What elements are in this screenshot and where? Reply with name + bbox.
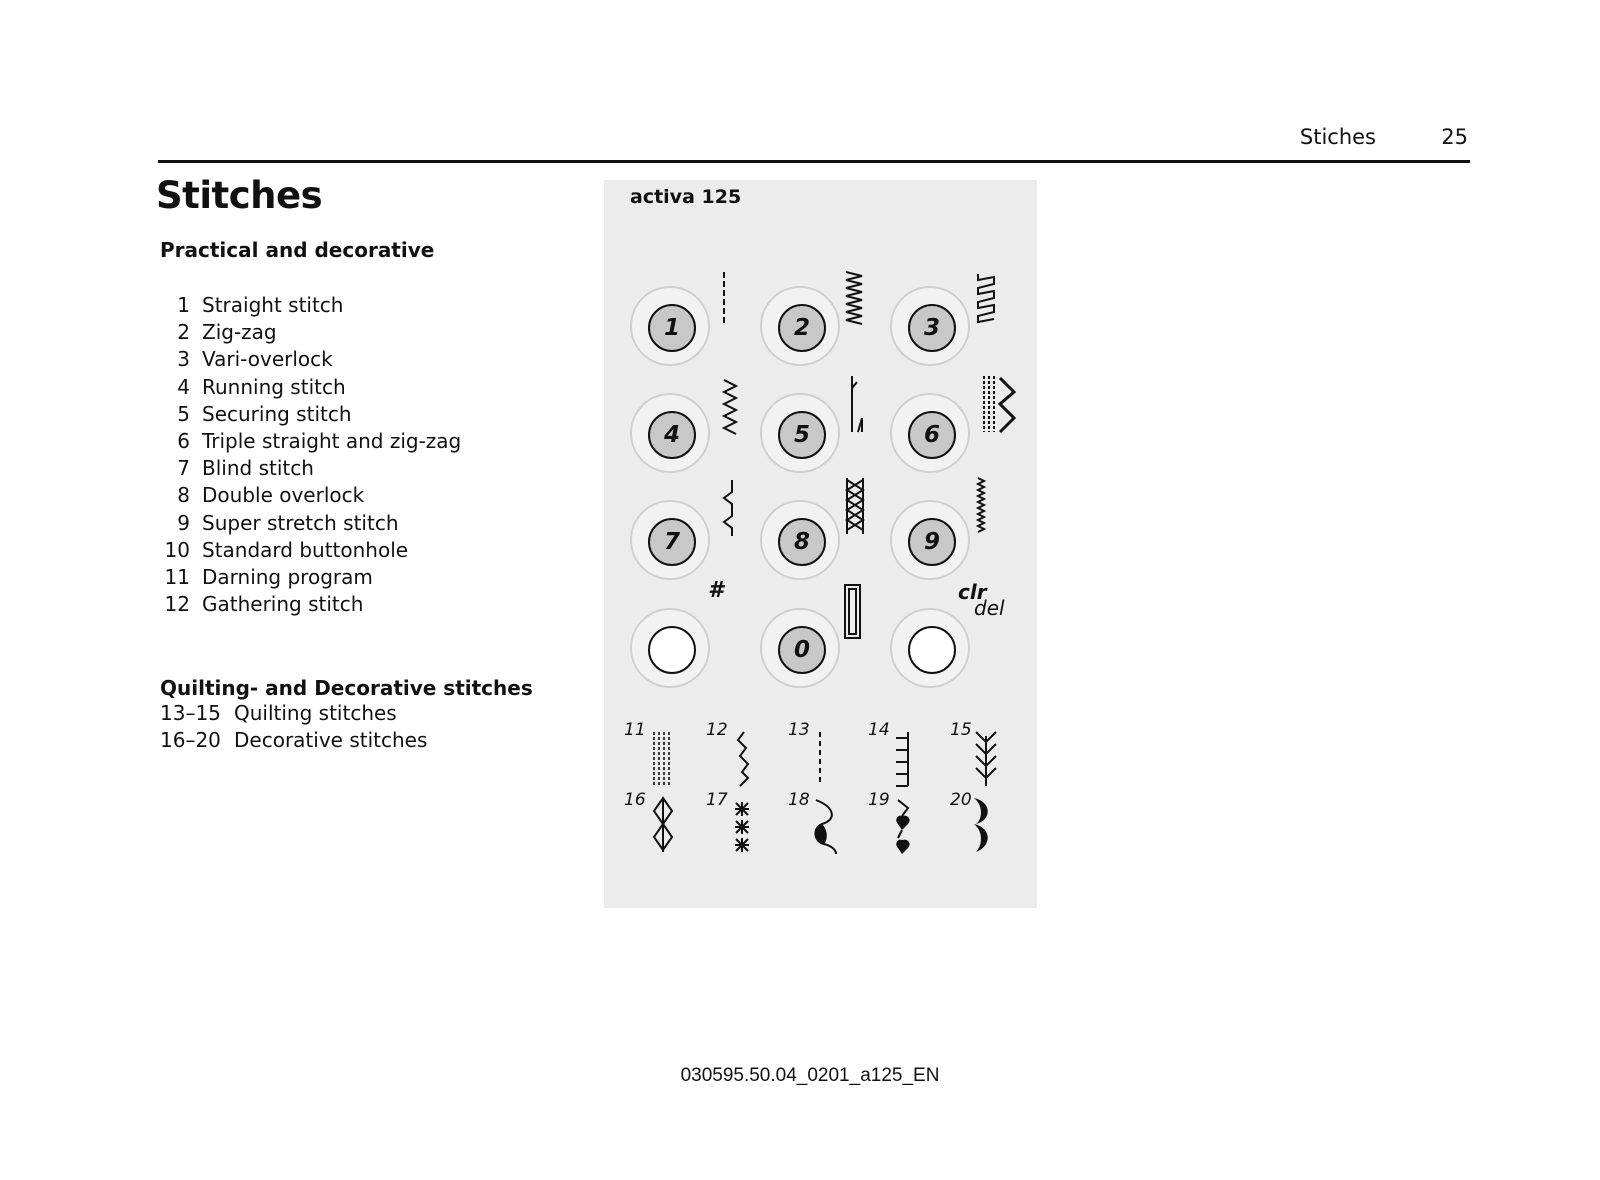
buttonhole-icon xyxy=(844,584,862,640)
stitch-button-4[interactable] xyxy=(630,393,710,473)
button-label: 5 xyxy=(778,411,826,459)
list-item xyxy=(160,537,461,564)
decorative-star-icon xyxy=(732,800,752,854)
list-item xyxy=(160,455,461,482)
gathering-stitch-icon xyxy=(734,732,754,788)
stitch-number-12: 12 xyxy=(706,720,728,740)
document-code: 030595.50.04_0201_a125_EN xyxy=(680,1065,940,1086)
stitch-number-14: 14 xyxy=(868,720,890,740)
quilting-straight-icon xyxy=(816,732,826,788)
list-item-label: Quilting stitches xyxy=(234,701,397,725)
del-label: del xyxy=(974,596,1005,620)
list-item-range: 16–20 xyxy=(160,728,221,753)
page-title: Stitches xyxy=(156,174,323,217)
button-label: 2 xyxy=(778,304,826,352)
stitch-button-8[interactable] xyxy=(760,500,840,580)
list-item xyxy=(160,727,427,754)
darning-stitch-icon xyxy=(652,732,674,788)
hash-label: # xyxy=(708,578,724,603)
stitch-button-6[interactable] xyxy=(890,393,970,473)
quilting-stitch-list xyxy=(160,700,427,754)
list-item-label: Zig-zag xyxy=(202,320,277,345)
header-section-title: Stiches xyxy=(1299,125,1376,149)
list-item-range: 13–15 xyxy=(160,701,221,725)
stitch-button-1[interactable] xyxy=(630,286,710,366)
clr-label: clr xyxy=(958,580,987,604)
stitch-number-11: 11 xyxy=(624,720,646,740)
list-item-number: 11 xyxy=(164,564,190,589)
list-item-label: Vari-overlock xyxy=(202,347,333,372)
quilting-feather-icon xyxy=(974,730,998,788)
list-item-label: Double overlock xyxy=(202,483,365,508)
list-item xyxy=(160,401,461,428)
button-label: 6 xyxy=(908,411,956,459)
list-item xyxy=(160,319,461,346)
list-item-label: Standard buttonhole xyxy=(202,537,409,562)
stitch-button-2[interactable] xyxy=(760,286,840,366)
running-stitch-icon xyxy=(720,378,742,438)
decorative-heart-icon xyxy=(892,798,914,854)
button-label: 3 xyxy=(908,304,956,352)
vari-overlock-icon xyxy=(976,272,998,326)
stitch-number-18: 18 xyxy=(788,790,810,810)
super-stretch-icon xyxy=(974,478,988,536)
stitch-number-16: 16 xyxy=(624,790,646,810)
list-item-label: Decorative stitches xyxy=(234,728,428,753)
quilting-heading: Quilting- and Decorative stitches xyxy=(160,676,533,700)
list-item xyxy=(160,482,461,509)
list-item-number: 6 xyxy=(177,428,190,453)
list-item xyxy=(160,591,461,618)
stitch-button-9[interactable] xyxy=(890,500,970,580)
list-item xyxy=(160,346,461,373)
list-item xyxy=(160,292,461,319)
stitch-number-20: 20 xyxy=(950,790,972,810)
list-item xyxy=(160,374,461,401)
button-label: 8 xyxy=(778,518,826,566)
running-header xyxy=(158,118,1470,163)
list-item xyxy=(160,428,461,455)
clr-del-button[interactable] xyxy=(890,608,970,688)
list-item-number: 9 xyxy=(177,510,190,535)
button-label xyxy=(648,626,696,674)
button-label xyxy=(908,626,956,674)
straight-stitch-icon xyxy=(720,272,730,328)
decorative-scallop-icon xyxy=(970,796,996,854)
securing-stitch-icon xyxy=(848,376,864,434)
list-item-number: 2 xyxy=(177,320,190,345)
list-item-number: 12 xyxy=(164,592,190,617)
stitch-button-3[interactable] xyxy=(890,286,970,366)
practical-stitch-list xyxy=(160,292,461,618)
stitch-number-13: 13 xyxy=(788,720,810,740)
stitch-number-19: 19 xyxy=(868,790,890,810)
list-item-number: 10 xyxy=(164,537,190,562)
list-item-label: Gathering stitch xyxy=(202,592,364,617)
stitch-number-17: 17 xyxy=(706,790,728,810)
list-item-label: Running stitch xyxy=(202,374,346,399)
list-item-number: 3 xyxy=(177,347,190,372)
list-item xyxy=(160,510,461,537)
stitch-panel xyxy=(604,180,1037,908)
list-item-number: 5 xyxy=(177,401,190,426)
list-item-label: Blind stitch xyxy=(202,456,314,481)
list-item-number: 8 xyxy=(177,483,190,508)
decorative-diamond-icon xyxy=(652,798,674,854)
stitch-number-15: 15 xyxy=(950,720,972,740)
triple-straight-zigzag-icon xyxy=(982,376,1018,436)
button-label: 7 xyxy=(648,518,696,566)
practical-heading: Practical and decorative xyxy=(160,238,435,262)
button-label: 9 xyxy=(908,518,956,566)
list-item-label: Triple straight and zig-zag xyxy=(202,428,462,453)
double-overlock-icon xyxy=(844,478,868,536)
panel-model-name: activa 125 xyxy=(630,186,742,208)
list-item-label: Straight stitch xyxy=(202,293,344,317)
zigzag-stitch-icon xyxy=(844,272,866,326)
decorative-wave-icon xyxy=(812,798,838,854)
stitch-button-7[interactable] xyxy=(630,500,710,580)
list-item-number: 4 xyxy=(177,374,190,399)
list-item-label: Securing stitch xyxy=(202,401,352,426)
list-item-number: 1 xyxy=(177,293,190,317)
blind-stitch-icon xyxy=(720,480,742,536)
list-item xyxy=(160,564,461,591)
quilting-comb-icon xyxy=(894,732,916,788)
hash-button[interactable] xyxy=(630,608,710,688)
button-label: 0 xyxy=(778,626,826,674)
stitch-button-0[interactable] xyxy=(760,608,840,688)
list-item-number: 7 xyxy=(177,456,190,481)
button-label: 1 xyxy=(648,304,696,352)
list-item-label: Darning program xyxy=(202,564,373,589)
list-item-label: Super stretch stitch xyxy=(202,510,399,535)
list-item xyxy=(160,700,427,727)
page-number: 25 xyxy=(1441,125,1468,149)
stitch-button-5[interactable] xyxy=(760,393,840,473)
button-label: 4 xyxy=(648,411,696,459)
